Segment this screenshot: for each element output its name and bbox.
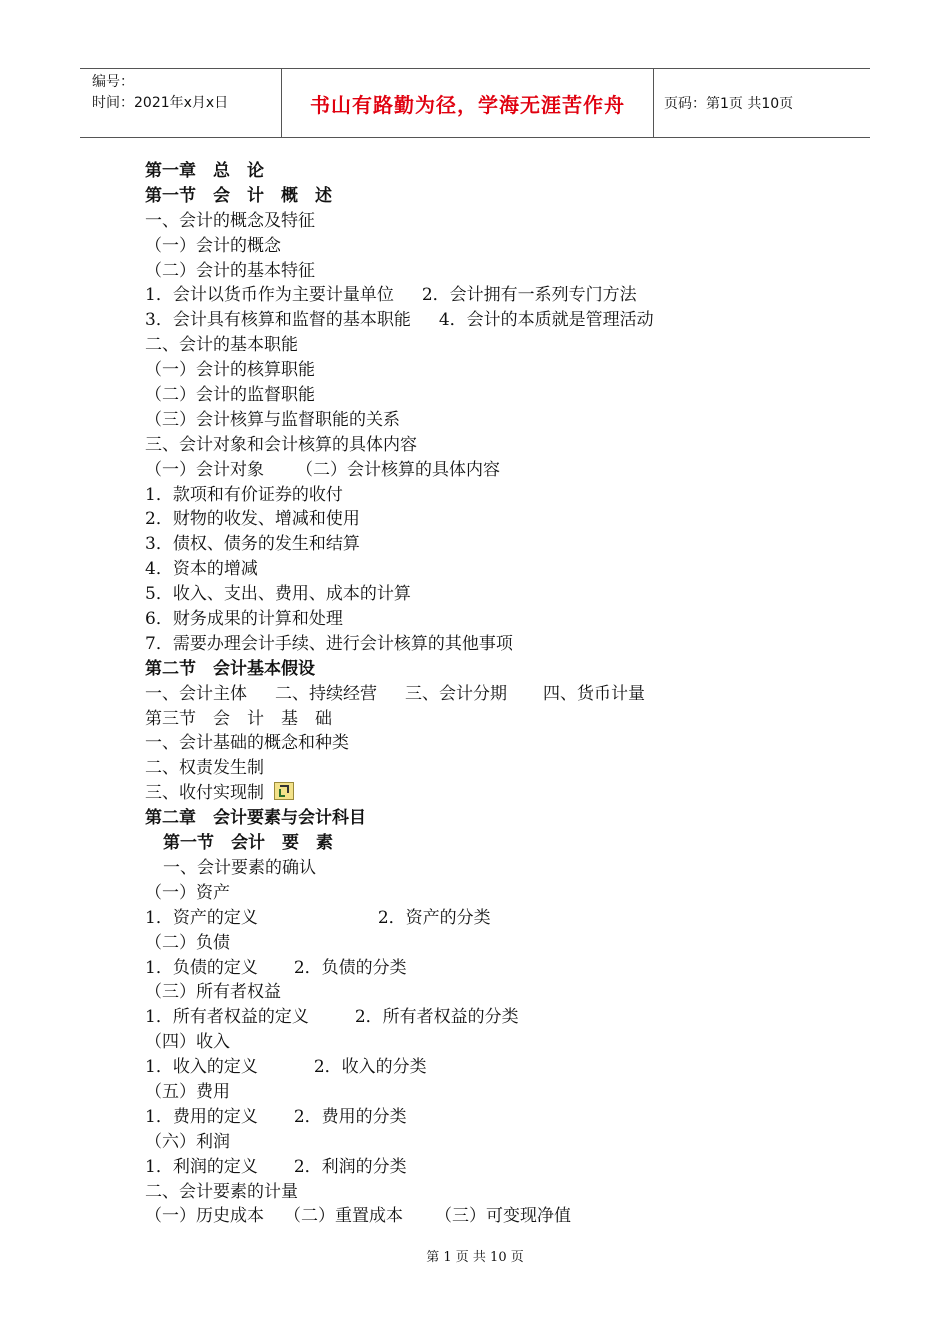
list-item: （二）会计核算的具体内容 — [296, 459, 500, 480]
list-line — [145, 458, 845, 483]
heading-1: 一、会计基础的概念和种类 — [145, 733, 349, 754]
heading-2: （二）负债 — [145, 932, 230, 953]
section-title: 第一节 会 计 概 述 — [145, 185, 332, 206]
heading-2: （五）费用 — [145, 1081, 230, 1102]
list-item: 1．费用的定义 — [145, 1106, 258, 1127]
chapter-title: 第二章 会计要素与会计科目 — [145, 808, 366, 829]
list-item: 1．收入的定义 — [145, 1057, 258, 1078]
page-code: 页码：第1页 共10页 — [664, 96, 794, 112]
list-item: 1．所有者权益的定义 — [145, 1007, 309, 1028]
list-item: 1．资产的定义 — [145, 907, 258, 928]
list-item: 7．需要办理会计手续、进行会计核算的其他事项 — [145, 633, 513, 654]
list-item: 4．资本的增减 — [145, 559, 258, 580]
list-item: 5．收入、支出、费用、成本的计算 — [145, 584, 411, 605]
time-label: 时间：2021年x月x日 — [92, 95, 229, 111]
list-line — [145, 1005, 845, 1030]
heading-2: （二）会计的监督职能 — [145, 385, 315, 406]
number-label: 编号： — [92, 74, 134, 90]
chapter-title: 第一章 总 论 — [145, 161, 264, 181]
heading-2: （三）会计核算与监督职能的关系 — [145, 409, 400, 430]
list-item: 1．款项和有价证券的收付 — [145, 484, 343, 505]
list-line — [145, 682, 845, 707]
document-body — [145, 159, 845, 1229]
list-item: 2．资产的分类 — [377, 907, 491, 928]
list-item: 1．利润的定义 — [145, 1156, 258, 1177]
heading-2: （六）利润 — [145, 1131, 230, 1152]
list-item: 1．负债的定义 — [145, 957, 258, 978]
list-line — [145, 1204, 845, 1229]
motto: 书山有路勤为径，学海无涯苦作舟 — [282, 69, 654, 137]
list-item: 6．财务成果的计算和处理 — [145, 609, 343, 630]
list-item: 三、会计分期 — [405, 683, 507, 704]
list-item: 4．会计的本质就是管理活动 — [438, 310, 654, 331]
list-item: 2．负债的分类 — [293, 957, 407, 978]
list-item: 2．费用的分类 — [293, 1106, 407, 1127]
list-line — [145, 1055, 845, 1080]
list-item: 1．会计以货币作为主要计量单位 — [145, 285, 394, 306]
list-item: 3．会计具有核算和监督的基本职能 — [145, 310, 411, 331]
section-title: 第三节 会 计 基 础 — [145, 708, 332, 729]
heading-2: （三）所有者权益 — [145, 982, 281, 1003]
header-table — [80, 68, 870, 138]
list-item: （一）会计对象 — [145, 459, 264, 480]
list-item: 2．利润的分类 — [293, 1156, 407, 1177]
heading-1-with-icon — [145, 781, 845, 806]
heading-1: 三、收付实现制 — [145, 783, 264, 804]
heading-1: 三、会计对象和会计核算的具体内容 — [145, 434, 417, 455]
heading-1: 二、权责发生制 — [145, 758, 264, 779]
heading-2: （二）会计的基本特征 — [145, 260, 315, 281]
list-item: 2．所有者权益的分类 — [354, 1007, 519, 1028]
list-item: （三）可变现净值 — [435, 1206, 571, 1227]
list-line — [145, 906, 845, 931]
list-line — [145, 956, 845, 981]
list-item: 2．财物的收发、增减和使用 — [145, 509, 360, 530]
list-item: 二、持续经营 — [275, 683, 377, 704]
list-line — [145, 1155, 845, 1180]
section-title: 第一节 会计 要 素 — [163, 833, 333, 854]
list-line — [145, 1105, 845, 1130]
refresh-icon[interactable] — [274, 782, 294, 800]
list-item: （二）重置成本 — [284, 1206, 403, 1227]
list-item: （一）历史成本 — [145, 1206, 264, 1227]
list-item: 3．债权、债务的发生和结算 — [145, 534, 360, 555]
heading-1: 一、会计要素的确认 — [163, 857, 316, 878]
list-item: 2．收入的分类 — [313, 1057, 427, 1078]
heading-1: 二、会计要素的计量 — [145, 1181, 298, 1202]
heading-2: （一）会计的核算职能 — [145, 360, 315, 381]
section-title: 第二节 会计基本假设 — [145, 658, 315, 679]
list-item: 一、会计主体 — [145, 683, 247, 704]
header-meta — [80, 69, 282, 137]
heading-2: （一）会计的概念 — [145, 235, 281, 256]
list-line — [145, 308, 845, 333]
heading-1: 二、会计的基本职能 — [145, 335, 298, 356]
page-footer: 第 1 页 共 10 页 — [426, 1250, 524, 1265]
heading-2: （一）资产 — [145, 882, 230, 903]
list-item: 2．会计拥有一系列专门方法 — [421, 285, 637, 306]
list-item: 四、货币计量 — [543, 683, 645, 704]
heading-1: 一、会计的概念及特征 — [145, 210, 315, 231]
list-line — [145, 283, 845, 308]
heading-2: （四）收入 — [145, 1032, 230, 1053]
